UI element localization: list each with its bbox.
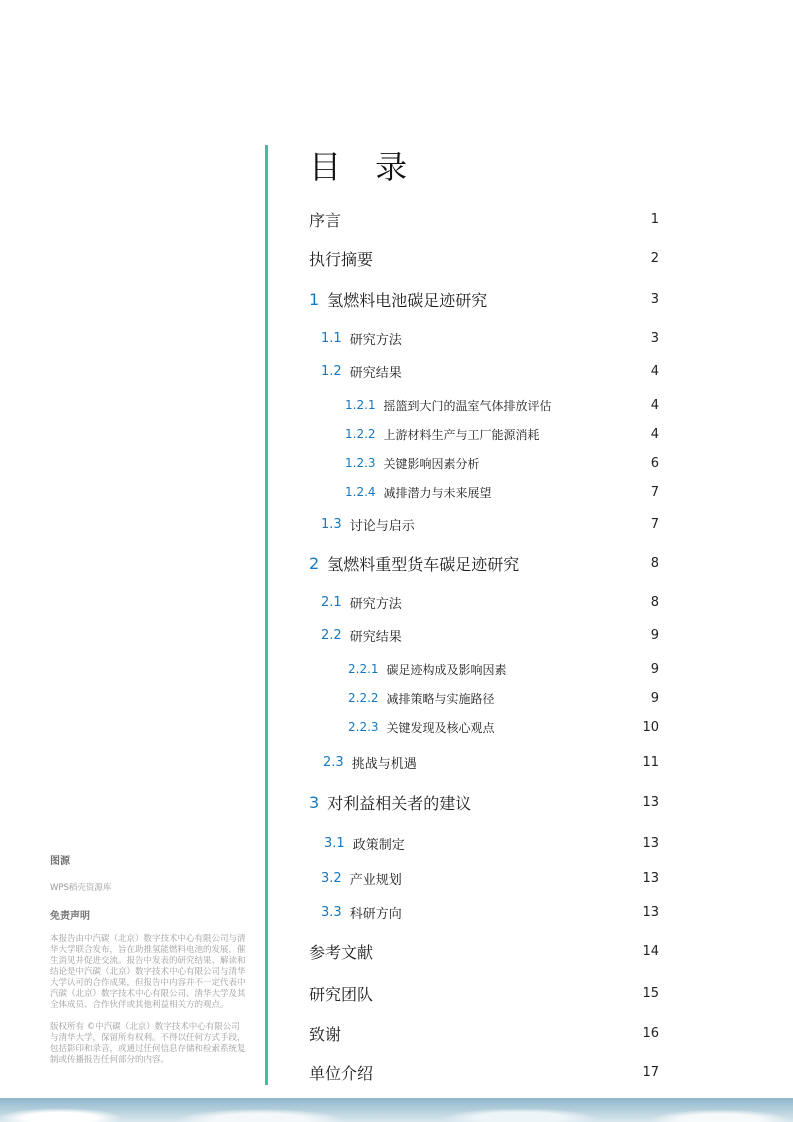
toc-label: 产业规划 <box>349 872 402 888</box>
toc-number: 3.2 <box>321 870 342 886</box>
toc-page-number: 9 <box>650 627 659 643</box>
toc-page-number: 15 <box>642 985 659 1001</box>
toc-label: 致谢 <box>309 1024 342 1044</box>
toc-label: 科研方向 <box>349 906 402 922</box>
toc-label: 对利益相关者的建议 <box>327 793 472 813</box>
toc-item-1-2-1[interactable] <box>309 393 659 417</box>
toc-label: 减排策略与实施路径 <box>386 691 495 706</box>
toc-label: 氢燃料电池碳足迹研究 <box>327 290 488 310</box>
toc-label: 减排潜力与未来展望 <box>383 485 492 500</box>
toc-number: 2.2.2 <box>348 691 379 705</box>
toc-item-chapter-1[interactable] <box>309 287 659 311</box>
toc-label: 研究方法 <box>349 332 402 348</box>
toc-item-summary[interactable] <box>309 246 659 270</box>
toc-label: 研究结果 <box>349 365 402 381</box>
toc-page-number: 10 <box>642 719 659 735</box>
vertical-divider-line <box>265 145 268 1085</box>
toc-page-number: 4 <box>650 397 659 413</box>
image-source-text: WPS稻壳资源库 <box>50 883 112 893</box>
toc-label: 关键发现及核心观点 <box>386 720 495 735</box>
copyright-text: 版权所有 ©中汽碳（北京）数字技术中心有限公司与清华大学，保留所有权利。不得以任何方式手段，包括影印和录音，或通过任何信息存储和检索系统复制或传播报告任何部分的内容。 <box>50 1022 246 1065</box>
toc-page-number: 14 <box>642 943 659 959</box>
toc-number: 2.2 <box>321 627 342 643</box>
page-title: 目 录 <box>309 148 420 186</box>
toc-item-acknowledgements[interactable] <box>309 1021 659 1045</box>
toc-label: 关键影响因素分析 <box>383 456 480 471</box>
toc-page-number: 9 <box>650 661 659 677</box>
toc-label: 氢燃料重型货车碳足迹研究 <box>327 554 520 574</box>
toc-page-number: 13 <box>642 794 659 810</box>
toc-item-2-2-1[interactable] <box>309 657 659 681</box>
toc-item-team[interactable] <box>309 981 659 1005</box>
toc-page-number: 2 <box>650 250 659 266</box>
toc-label: 上游材料生产与工厂能源消耗 <box>383 427 540 442</box>
toc-label: 政策制定 <box>352 837 405 853</box>
toc-number: 1.2 <box>321 363 342 379</box>
toc-item-1-2-2[interactable] <box>309 422 659 446</box>
toc-page-number: 11 <box>642 754 659 770</box>
toc-label: 研究团队 <box>309 984 374 1004</box>
toc-number: 1.2.2 <box>345 427 376 441</box>
image-source-heading: 图源 <box>50 856 70 867</box>
toc-number: 3.3 <box>321 904 342 920</box>
toc-label: 参考文献 <box>309 942 374 962</box>
toc-number: 1.1 <box>321 330 342 346</box>
toc-item-2-1[interactable] <box>309 590 659 614</box>
toc-number: 3.1 <box>324 835 345 851</box>
toc-page-number: 13 <box>642 835 659 851</box>
toc-label: 摇篮到大门的温室气体排放评估 <box>383 398 552 413</box>
toc-item-1-2-3[interactable] <box>309 451 659 475</box>
toc-item-1-1[interactable] <box>309 326 659 350</box>
toc-page-number: 8 <box>650 594 659 610</box>
toc-item-references[interactable] <box>309 939 659 963</box>
toc-label: 执行摘要 <box>309 249 374 269</box>
toc-item-chapter-2[interactable] <box>309 551 659 575</box>
toc-item-preface[interactable] <box>309 207 659 231</box>
toc-item-2-3[interactable] <box>309 750 659 774</box>
toc-page-number: 4 <box>650 426 659 442</box>
toc-number: 1.3 <box>321 516 342 532</box>
toc-label: 挑战与机遇 <box>351 756 417 772</box>
toc-label: 讨论与启示 <box>349 518 415 534</box>
toc-number: 3 <box>309 792 320 812</box>
toc-number: 1.2.1 <box>345 398 376 412</box>
toc-number: 1.2.4 <box>345 485 376 499</box>
toc-number: 2 <box>309 553 320 573</box>
toc-page-number: 8 <box>650 555 659 571</box>
toc-item-2-2-2[interactable] <box>309 686 659 710</box>
toc-number: 1.2.3 <box>345 456 376 470</box>
toc-number: 1 <box>309 289 320 309</box>
toc-label: 研究方法 <box>349 596 402 612</box>
toc-page-number: 6 <box>650 455 659 471</box>
toc-page-number: 3 <box>650 291 659 307</box>
toc-item-chapter-3[interactable] <box>309 790 659 814</box>
toc-page-number: 7 <box>650 484 659 500</box>
toc-item-1-3[interactable] <box>309 512 659 536</box>
toc-label: 研究结果 <box>349 629 402 645</box>
toc-page-number: 17 <box>642 1064 659 1080</box>
toc-page-number: 1 <box>650 211 659 227</box>
toc-page-number: 13 <box>642 904 659 920</box>
toc-item-1-2[interactable] <box>309 359 659 383</box>
toc-number: 2.2.3 <box>348 720 379 734</box>
toc-page-number: 4 <box>650 363 659 379</box>
toc-item-3-3[interactable] <box>309 900 659 924</box>
toc-label: 碳足迹构成及影响因素 <box>386 662 507 677</box>
disclaimer-heading: 免责声明 <box>50 911 90 922</box>
toc-page-number: 16 <box>642 1025 659 1041</box>
toc-page-number: 3 <box>650 330 659 346</box>
toc-item-3-2[interactable] <box>309 866 659 890</box>
toc-item-3-1[interactable] <box>309 831 659 855</box>
toc-page-number: 13 <box>642 870 659 886</box>
toc-label: 序言 <box>309 210 342 230</box>
toc-label: 单位介绍 <box>309 1063 374 1083</box>
toc-number: 2.2.1 <box>348 662 379 676</box>
toc-item-2-2-3[interactable] <box>309 715 659 739</box>
toc-item-1-2-4[interactable] <box>309 480 659 504</box>
footer-sky-image <box>0 1098 793 1122</box>
toc-number: 2.3 <box>323 754 344 770</box>
toc-page-number: 9 <box>650 690 659 706</box>
toc-page-number: 7 <box>650 516 659 532</box>
toc-item-2-2[interactable] <box>309 623 659 647</box>
toc-item-organization-intro[interactable] <box>309 1060 659 1084</box>
disclaimer-text: 本报告由中汽碳（北京）数字技术中心有限公司与清华大学联合发布，旨在助推氢能燃料电池的发展，催生消见并促进交流。报告中发表的研究结果、解读和结论是中汽碳（北京）数字技术中心有限公司与清华大学认可的合作成果，但报告中内容并不一定代表中汽碳（北京）数字技术中心有限公司、清华大学及其全体成员、合作伙伴或其他利益相关方的观点。 <box>50 934 246 1010</box>
toc-number: 2.1 <box>321 594 342 610</box>
sidebar-notes <box>50 852 246 1066</box>
